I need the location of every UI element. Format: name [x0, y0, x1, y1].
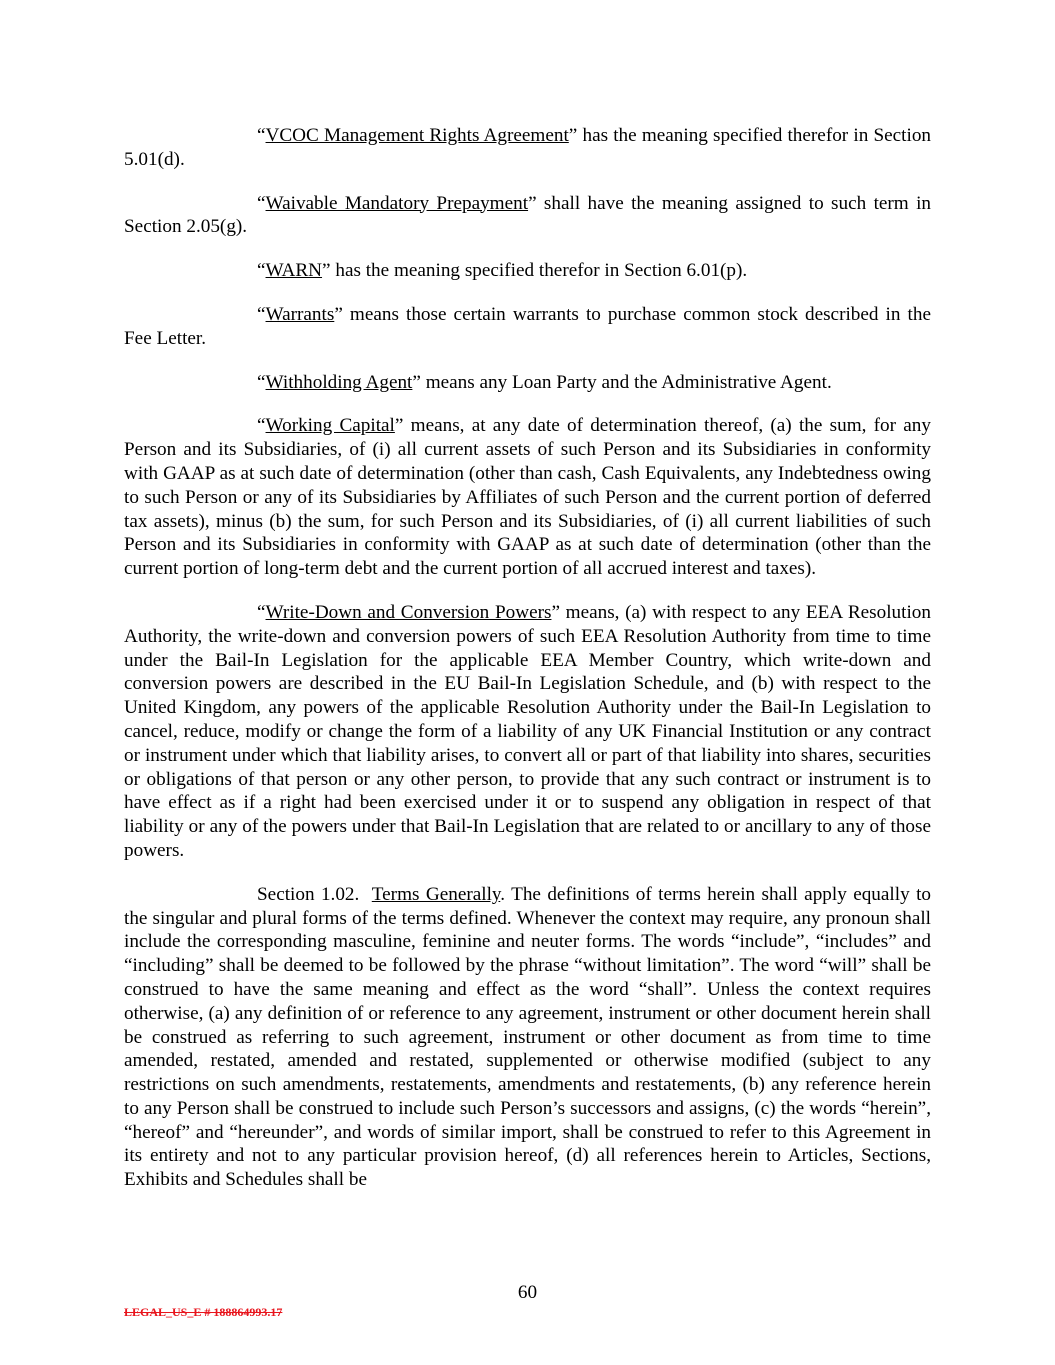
definition-withholding-agent — [124, 371, 931, 395]
open-quote: “ — [257, 260, 266, 282]
section-title: Terms Generally — [371, 883, 501, 905]
definition-text: ” has the meaning specified therefor in Section 5.01(d). — [124, 125, 932, 170]
defined-term: Waivable Mandatory Prepayment — [265, 192, 529, 214]
definition-text: ” means those certain warrants to purchase common stock described in the Fee Letter. — [124, 303, 931, 349]
defined-term: Write-Down and Conversion Powers — [265, 601, 552, 623]
open-quote: “ — [257, 192, 266, 214]
section-1-02 — [124, 883, 931, 1192]
definition-waivable — [124, 192, 931, 240]
open-quote: “ — [257, 415, 266, 437]
defined-term: VCOC Management Rights Agreement — [265, 125, 569, 146]
defined-term: Warrants — [265, 303, 335, 325]
section-text: . The definitions of terms herein shall apply equally to the singular and plural forms of the terms defined. Whenever the context may require, any pronoun shall include the corresponding masculine, feminine and neuter forms. The words “include”, “includes” and “including” shall be deemed to be followed by the phrase “without limitation”. The word “will” shall be construed to have the same meaning and effect as the word “shall”. Unless the context requires otherwise, (a) any definition of or reference to any agreement, instrument or other document herein shall be construed as referring to such agreement, instrument or other document as from time to time amended, restated, amended and restated, supplemented or otherwise modified (subject to any restrictions on such amendments, restatements, amendments and restatements, (b) any reference herein to any Person shall be construed to include such Person’s successors and assigns, (c) the words “herein”, “hereof” and “hereunder”, and words of similar import, shall be construed to refer to this Agreement in its entirety and not to any particular provision hereof, (d) all references herein to Articles, Sections, Exhibits and Schedules shall be — [124, 883, 931, 1191]
open-quote: “ — [257, 371, 266, 393]
definition-text: ” means, at any date of determination thereof, (a) the sum, for any Person and its Subsidiaries, of (i) all current assets of such Person and its Subsidiaries in conformity with GAAP as at such date of determination (other than cash, Cash Equivalents, any Indebtedness owing to such Person or any of its Subsidiaries by Affiliates of such Person and the current portion of deferred tax assets), minus (b) the sum, for such Person and its Subsidiaries, of (i) all current liabilities of such Person and its Subsidiaries in conformity with GAAP as at such date of determination (other than the current portion of long-term debt and the current portion of all accrued interest and taxes). — [124, 415, 931, 580]
open-quote: “ — [257, 601, 266, 623]
definition-text: ” means, (a) with respect to any EEA Resolution Authority, the write-down and conversion powers of such EEA Resolution Authority from time to time under the Bail-In Legislation for the applicable EEA Member Country, which write-down and conversion powers are described in the EU Bail-In Legislation Schedule, and (b) with respect to the United Kingdom, any powers of the applicable Resolution Authority under the Bail-In Legislation to cancel, reduce, modify or change the form of a liability of any UK Financial Institution or any contract or instrument under which that liability arises, to convert all or part of that liability into shares, securities or obligations of that person or any other person, to provide that any such contract or instrument is to have effect as if a right had been exercised under it or to suspend any obligation in respect of that liability or any of the powers under that Bail-In Legislation that are related to or ancillary to any of those powers. — [124, 601, 931, 861]
definition-vcoc — [124, 124, 931, 172]
definition-text: ” has the meaning specified therefor in Section 6.01(p). — [322, 260, 748, 282]
document-body — [124, 124, 931, 1212]
definition-write-down — [124, 601, 931, 863]
definition-text: ” shall have the meaning assigned to such term in Section 2.05(g). — [124, 192, 932, 238]
definition-warrants — [124, 303, 931, 351]
document-id-footer: LEGAL_US_E # 188864993.17 — [124, 1305, 283, 1319]
definition-working-capital — [124, 414, 931, 581]
open-quote: “ — [257, 303, 266, 325]
definition-warn — [124, 259, 931, 283]
section-prefix: Section 1.02. — [257, 883, 372, 905]
defined-term: Working Capital — [265, 415, 395, 437]
open-quote: “ — [257, 125, 266, 146]
definition-text: ” means any Loan Party and the Administrative Agent. — [412, 371, 832, 393]
page-number: 60 — [517, 1282, 538, 1303]
defined-term: WARN — [265, 260, 323, 282]
defined-term: Withholding Agent — [265, 371, 413, 393]
